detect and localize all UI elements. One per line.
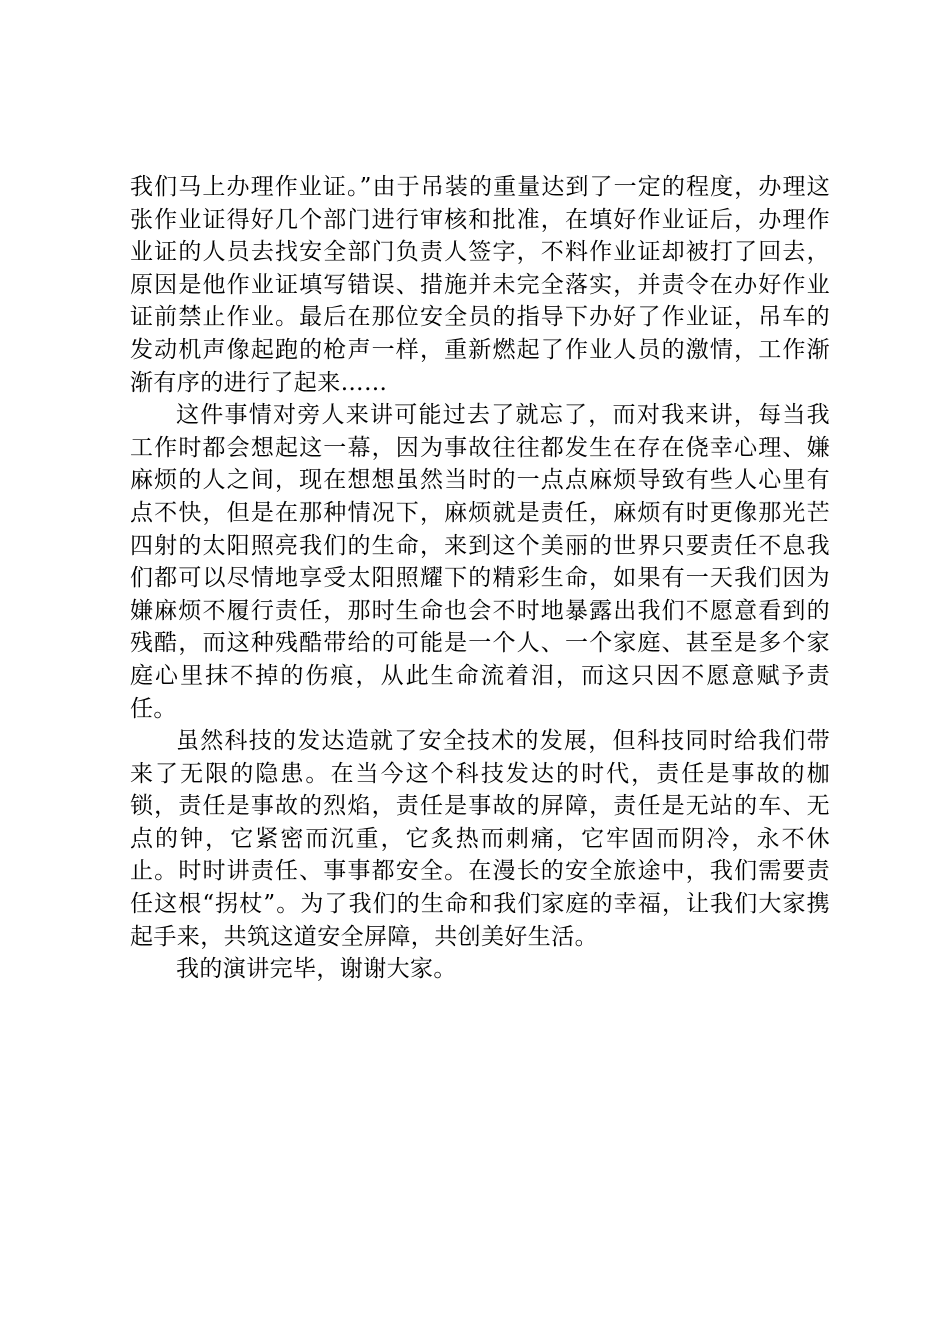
paragraph-continuation: 我们马上办理作业证。”由于吊装的重量达到了一定的程度，办理这张作业证得好几个部门进行审核和批准，在填好作业证后，办理作业证的人员去找安全部门负责人签字，不料作业证却被打了回去，原因是他作业证填写错误、措施并未完全落实，并责令在办好作业证前禁止作业。最后在那位安全员的指导下办好了作业证，吊车的发动机声像起跑的枪声一样，重新燃起了作业人员的激情，工作渐渐有序的进行了起来…… — [130, 174, 830, 396]
paragraph-technology-responsibility: 虽然科技的发达造就了安全技术的发展，但科技同时给我们带来了无限的隐患。在当今这个科技发达的时代，责任是事故的枷锁，责任是事故的烈焰，责任是事故的屏障，责任是无站的车、无点的钟，它紧密而沉重，它炙热而刺痛，它牢固而阴冷，永不休止。时时讲责任、事事都安全。在漫长的安全旅途中，我们需要责任这根“拐杖”。为了我们的生命和我们家庭的幸福，让我们大家携起手来，共筑这道安全屏障，共创美好生活。 — [130, 728, 830, 950]
paragraph-closing: 我的演讲完毕，谢谢大家。 — [176, 956, 457, 983]
paragraph-reflection: 这件事情对旁人来讲可能过去了就忘了，而对我来讲，每当我工作时都会想起这一幕，因为事故往往都发生在存在侥幸心理、嫌麻烦的人之间，现在想想虽然当时的一点点麻烦导致有些人心里有点不快，但是在那种情况下，麻烦就是责任，麻烦有时更像那光芒四射的太阳照亮我们的生命，来到这个美丽的世界只要责任不息我们都可以尽情地享受太阳照耀下的精彩生命，如果有一天我们因为嫌麻烦不履行责任，那时生命也会不时地暴露出我们不愿意看到的残酷，而这种残酷带给的可能是一个人、一个家庭、甚至是多个家庭心里抹不掉的伤痕，从此生命流着泪，而这只因不愿意赋予责任。 — [130, 402, 830, 722]
document-body — [130, 171, 830, 986]
